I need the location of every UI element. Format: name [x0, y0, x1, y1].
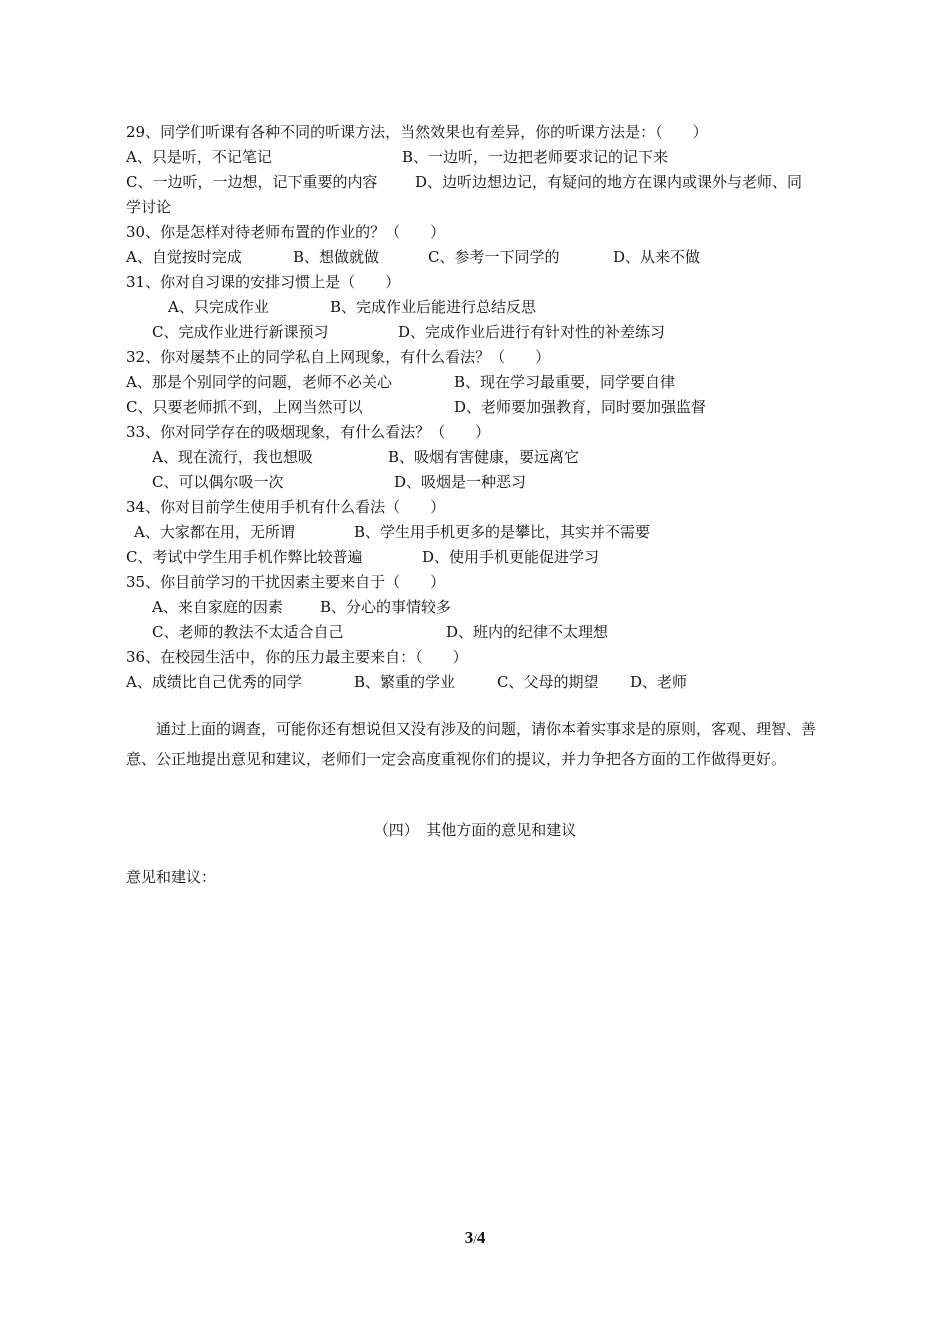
question-32-option-d: D、老师要加强教育，同时要加强监督	[454, 398, 707, 416]
question-32-option-a: A、那是个别同学的问题，老师不必关心	[126, 373, 392, 391]
question-31-option-b: B、完成作业后能进行总结反思	[330, 298, 537, 316]
question-36-option-b: B、繁重的学业	[354, 673, 456, 691]
question-29-option-c: C、一边听，一边想，记下重要的内容	[126, 173, 378, 191]
question-36-title: 36、在校园生活中，你的压力最主要来自：（ ）	[126, 648, 468, 666]
question-32-option-c: C、只要老师抓不到，上网当然可以	[126, 398, 363, 416]
question-35-option-c: C、老师的教法不太适合自己	[152, 623, 344, 641]
suggestion-label: 意见和建议：	[126, 868, 217, 886]
page-number-separator: /	[473, 1231, 477, 1246]
question-29-option-b: B、一边听，一边把老师要求记的记下来	[402, 148, 669, 166]
question-30-option-d: D、从来不做	[613, 248, 701, 266]
question-34-option-b: B、学生用手机更多的是攀比，其实并不需要	[354, 523, 651, 541]
page-number	[0, 1228, 950, 1248]
question-29-option-d-continued: 学讨论	[126, 198, 172, 216]
question-32-option-b: B、现在学习最重要，同学要自律	[454, 373, 676, 391]
question-31-option-d: D、完成作业后进行有针对性的补差练习	[398, 323, 666, 341]
question-33-option-d: D、吸烟是一种恶习	[394, 473, 527, 491]
question-32-title: 32、你对屡禁不止的同学私自上网现象，有什么看法？（ ）	[126, 348, 551, 366]
question-31-option-a: A、只完成作业	[168, 298, 269, 316]
question-36-option-c: C、父母的期望	[497, 673, 599, 691]
page-number-total: 4	[476, 1228, 486, 1247]
question-35-option-b: B、分心的事情较多	[320, 598, 452, 616]
question-30-title: 30、你是怎样对待老师布置的作业的？（ ）	[126, 223, 446, 241]
page-number-current: 3	[464, 1228, 474, 1247]
question-34-option-a: A、大家都在用，无所谓	[134, 523, 295, 541]
question-35-title: 35、你目前学习的干扰因素主要来自于（ ）	[126, 573, 446, 591]
question-34-title: 34、你对目前学生使用手机有什么看法（ ）	[126, 498, 446, 516]
question-35-option-a: A、来自家庭的因素	[152, 598, 283, 616]
question-29-title: 29、同学们听课有各种不同的听课方法，当然效果也有差异，你的听课方法是：（ ）	[126, 123, 708, 141]
question-30-option-a: A、自觉按时完成	[126, 248, 242, 266]
question-31-option-c: C、完成作业进行新课预习	[152, 323, 329, 341]
closing-paragraph: 通过上面的调查，可能你还有想说但又没有涉及的问题，请你本着实事求是的原则，客观、理智、善意、公正地提出意见和建议，老师们一定会高度重视你们的提议，并力争把各方面的工作做得更好。	[126, 720, 817, 768]
question-33-option-c: C、可以偶尔吸一次	[152, 473, 284, 491]
question-29-option-d: D、边听边想边记，有疑问的地方在课内或课外与老师、同	[415, 173, 803, 191]
question-34-option-c: C、考试中学生用手机作弊比较普遍	[126, 548, 363, 566]
question-30-option-c: C、参考一下同学的	[428, 248, 560, 266]
section-heading: （四） 其他方面的意见和建议	[373, 821, 577, 839]
question-31-title: 31、你对自习课的安排习惯上是（ ）	[126, 273, 401, 291]
question-29-option-a: A、只是听，不记笔记	[126, 148, 272, 166]
question-33-option-b: B、吸烟有害健康，要远离它	[388, 448, 580, 466]
question-33-option-a: A、现在流行，我也想吸	[152, 448, 313, 466]
question-34-option-d: D、使用手机更能促进学习	[422, 548, 600, 566]
question-35-option-d: D、班内的纪律不太理想	[446, 623, 609, 641]
question-36-option-d: D、老师	[630, 673, 688, 691]
question-36-option-a: A、成绩比自己优秀的同学	[126, 673, 302, 691]
question-30-option-b: B、想做就做	[293, 248, 380, 266]
question-33-title: 33、你对同学存在的吸烟现象，有什么看法？（ ）	[126, 423, 491, 441]
